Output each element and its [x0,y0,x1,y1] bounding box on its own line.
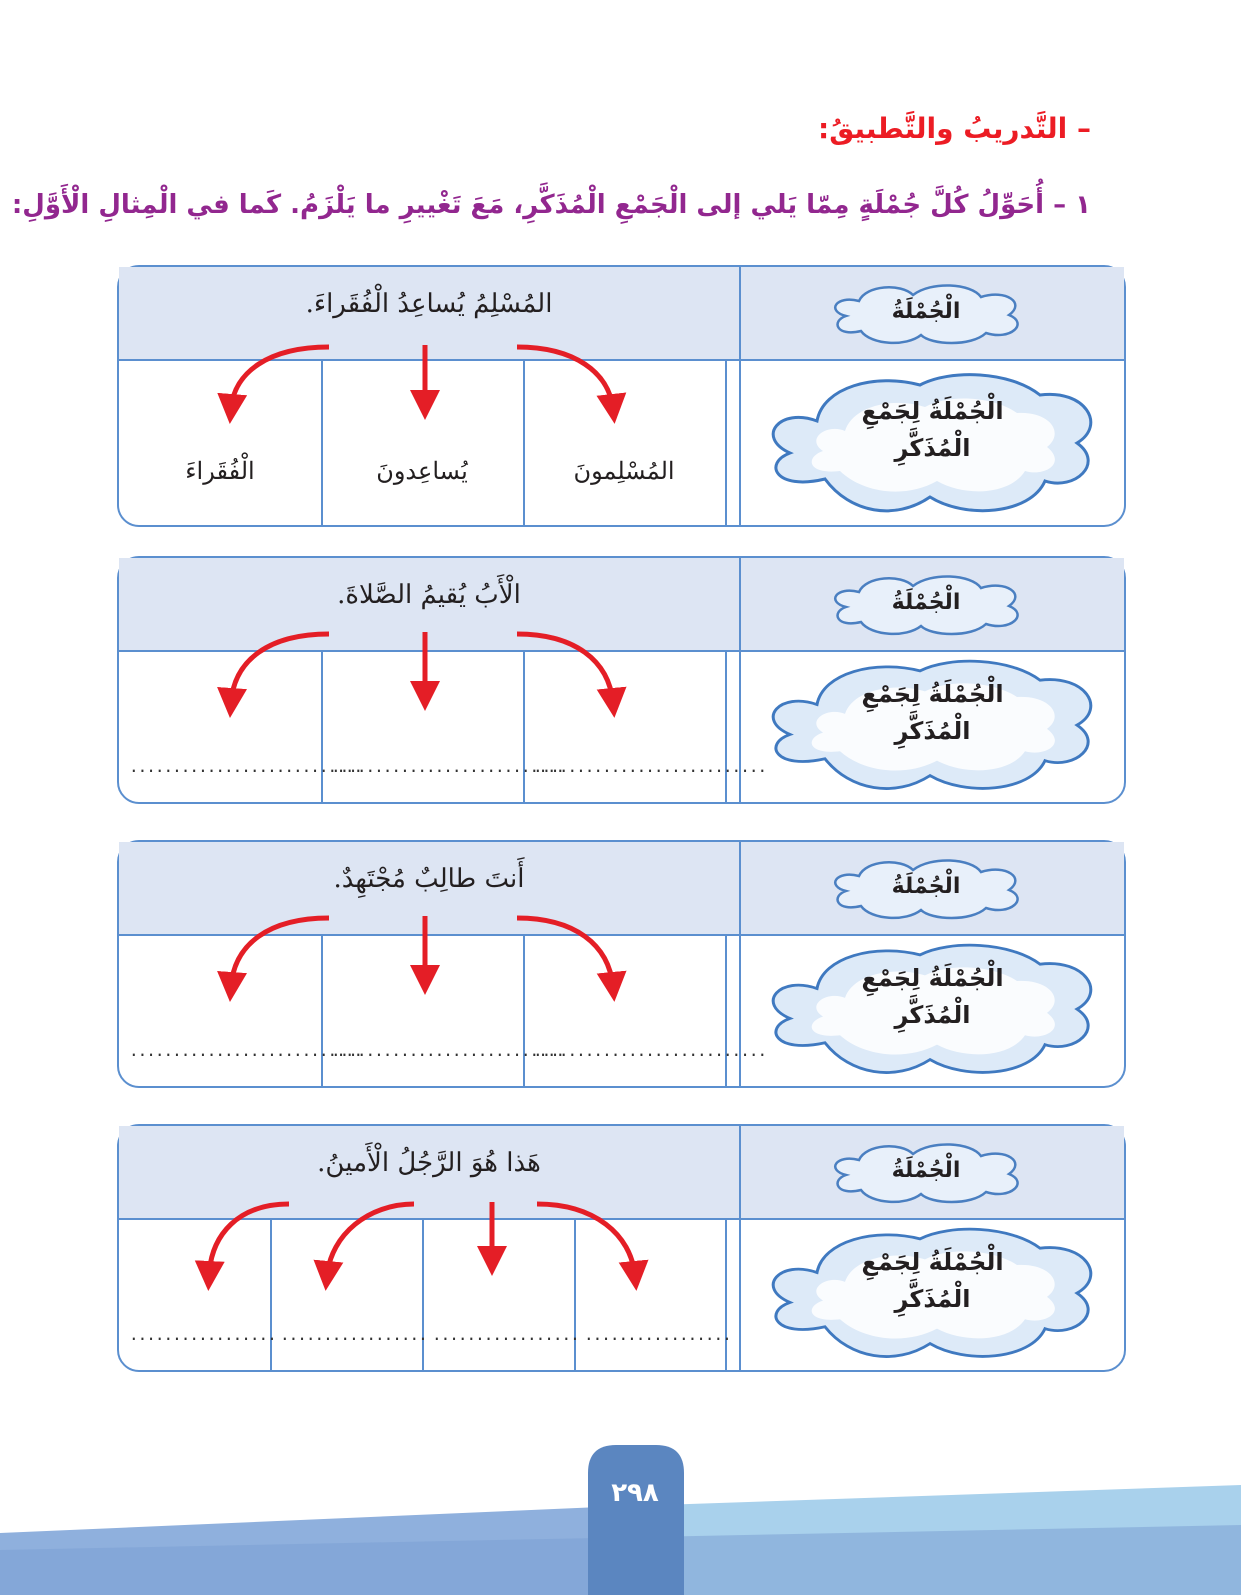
answer-cell[interactable] [321,935,565,1086]
answer-cell [321,360,525,525]
sentence-row [119,842,739,936]
plural-label: الْجُمْلَةُ لِجَمْعِ الْمُذَكَّرِ [861,964,1004,1030]
footer-band [0,1445,1241,1595]
answer-blank[interactable]: ........................... [331,1041,565,1060]
answer-cell[interactable] [321,651,565,802]
answer-blank[interactable]: ................. [280,1325,427,1344]
sentence-row [119,558,739,652]
answer-blank[interactable]: ................. [432,1325,579,1344]
exercise-instruction: ١ – أُحَوِّلُ كُلَّ جُمْلَةٍ مِمّا يَلي إلى الْجَمْعِ الْمُذَكَّرِ، مَعَ تَغْييرِ ما يَلْزَمُ. كَما في الْمِثالِ الْأَوَّلِ: [11,190,1091,220]
sentence-label: الْجُمْلَةُ [891,299,961,324]
answer-cell [523,360,727,525]
exercise-table [117,840,1126,1088]
plural-label: الْجُمْلَةُ لِجَمْعِ الْمُذَكَّرِ [861,397,1004,463]
answer-blank[interactable]: ........................... [533,757,767,776]
sentence-text: المُسْلِمُ يُساعِدُ الْفُقَراءَ. [305,289,553,319]
section-heading: – التَّدريبُ والتَّطبيقُ: [818,112,1091,145]
sentence-label: الْجُمْلَةُ [891,874,961,899]
answer-cell[interactable] [119,651,363,802]
sentence-text: أَنتَ طالِبٌ مُجْتَهِدٌ. [333,864,525,894]
answer-cell[interactable] [270,1219,427,1370]
answer-blank[interactable]: ........................... [331,757,565,776]
exercise-table [117,556,1126,804]
answer-cell[interactable] [523,935,767,1086]
answer-blank[interactable]: ........................... [129,757,363,776]
sentence-row [119,1126,739,1220]
sentence-row [119,267,739,361]
answer-text: المُسْلِمونَ [573,457,675,485]
sentence-label: الْجُمْلَةُ [891,1158,961,1183]
answer-text: الْفُقَراءَ [185,457,255,485]
sentence-text: هَذا هُوَ الرَّجُلُ الْأَمينُ. [317,1148,541,1178]
answer-blank[interactable]: ................. [584,1325,731,1344]
sentence-text: الْأَبُ يُقيمُ الصَّلاةَ. [337,580,521,610]
answer-cell [119,360,323,525]
sentence-label: الْجُمْلَةُ [891,590,961,615]
plural-label: الْجُمْلَةُ لِجَمْعِ الْمُذَكَّرِ [861,680,1004,746]
answer-blank[interactable]: ................. [129,1325,276,1344]
plural-label: الْجُمْلَةُ لِجَمْعِ الْمُذَكَّرِ [861,1248,1004,1314]
label-column [739,1126,1124,1370]
exercise-table [117,1124,1126,1372]
answer-cell[interactable] [119,935,363,1086]
answer-cell[interactable] [574,1219,731,1370]
answer-blank[interactable]: ........................... [129,1041,363,1060]
exercise-table [117,265,1126,527]
answer-cell[interactable] [119,1219,276,1370]
label-column [739,842,1124,1086]
answer-blank[interactable]: ........................... [533,1041,767,1060]
label-column [739,267,1124,525]
label-column [739,558,1124,802]
answer-cell[interactable] [422,1219,579,1370]
answer-cell[interactable] [523,651,767,802]
answer-text: يُساعِدونَ [376,457,468,485]
page-number: ٢٩٨ [611,1478,659,1508]
